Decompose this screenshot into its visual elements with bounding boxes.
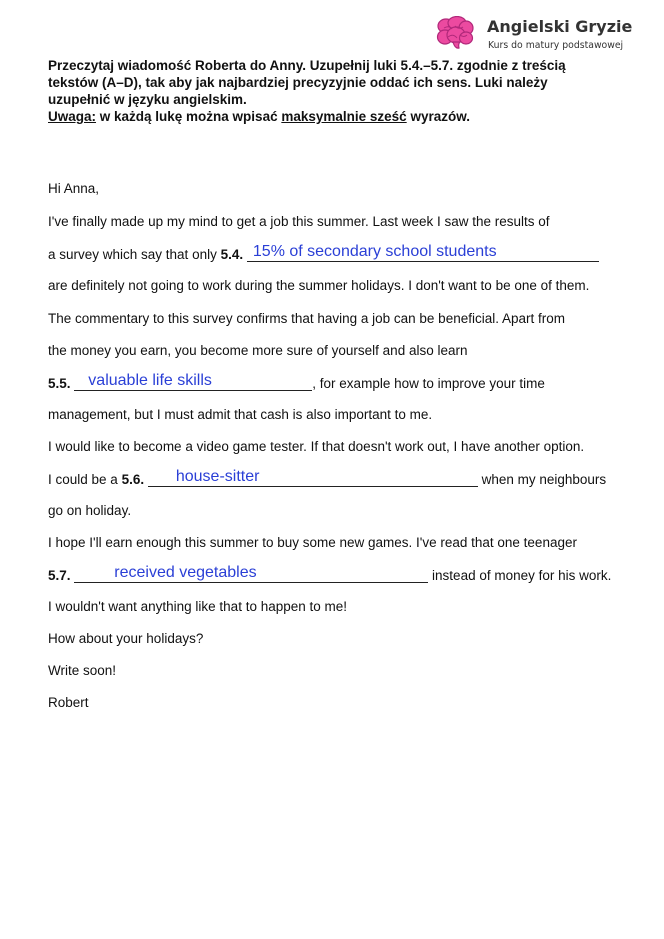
brand-logo bbox=[436, 16, 656, 52]
letter-text: , for example how to improve your time bbox=[312, 376, 545, 391]
letter-text: a survey which say that only bbox=[48, 247, 221, 262]
letter-signature: Robert bbox=[48, 695, 89, 710]
gap-5-7-field[interactable] bbox=[74, 564, 428, 583]
letter-line: are definitely not going to work during the summer holidays. I don't want to be one of them. bbox=[48, 278, 590, 293]
brand-subtitle: Kurs do matury podstawowej bbox=[488, 40, 624, 51]
note-text-end: wyrazów. bbox=[406, 109, 470, 124]
instruction-note bbox=[48, 108, 628, 125]
letter-line: Write soon! bbox=[48, 663, 117, 678]
gap-5-5-field[interactable] bbox=[74, 372, 312, 391]
brand-name: Angielski Gryzie bbox=[487, 17, 633, 36]
instruction-line: Przeczytaj wiadomość Roberta do Anny. Uzupełnij luki 5.4.–5.7. zgodnie z treścią bbox=[48, 58, 566, 73]
task-instructions bbox=[48, 57, 628, 125]
gap-5-6-field[interactable] bbox=[148, 468, 478, 487]
letter-text: instead of money for his work. bbox=[428, 568, 612, 583]
letter-text: when my neighbours bbox=[477, 472, 607, 487]
note-emphasis: maksymalnie sześć bbox=[281, 109, 407, 124]
letter-line: go on holiday. bbox=[48, 503, 132, 518]
note-label: Uwaga: bbox=[48, 109, 97, 124]
letter-line bbox=[48, 564, 612, 583]
letter-line bbox=[48, 372, 545, 391]
gap-5-4-answer: 15% of secondary school students bbox=[252, 243, 497, 260]
gap-5-7-label: 5.7. bbox=[48, 568, 71, 583]
letter-line: I hope I'll earn enough this summer to buy some new games. I've read that one teenager bbox=[48, 535, 577, 550]
letter-greeting: Hi Anna, bbox=[48, 181, 100, 196]
gap-5-4-field[interactable] bbox=[247, 243, 599, 262]
letter-line: The commentary to this survey confirms that having a job can be beneficial. Apart from bbox=[48, 311, 565, 326]
letter-line: How about your holidays? bbox=[48, 631, 204, 646]
letter-line: management, but I must admit that cash is also important to me. bbox=[48, 407, 433, 422]
gap-5-7-answer: received vegetables bbox=[114, 564, 257, 581]
letter-text: I could be a bbox=[48, 472, 122, 487]
instruction-line: uzupełnić w języku angielskim. bbox=[48, 92, 247, 107]
note-text: w każdą lukę można wpisać bbox=[96, 109, 282, 124]
instruction-line: tekstów (A–D), tak aby jak najbardziej precyzyjnie oddać ich sens. Luki należy bbox=[48, 75, 548, 90]
gap-5-5-answer: valuable life skills bbox=[88, 372, 212, 389]
gap-5-6-answer: house-sitter bbox=[175, 468, 260, 485]
gap-5-6-label: 5.6. bbox=[121, 472, 145, 487]
gap-5-4-label: 5.4. bbox=[220, 247, 244, 262]
letter-line bbox=[48, 468, 607, 487]
letter-line: the money you earn, you become more sure of yourself and also learn bbox=[48, 343, 468, 358]
letter-line: I've finally made up my mind to get a job this summer. Last week I saw the results of bbox=[48, 214, 550, 229]
letter-line: I wouldn't want anything like that to happen to me! bbox=[48, 599, 348, 614]
brain-icon bbox=[436, 16, 474, 50]
gap-5-5-label: 5.5. bbox=[48, 376, 71, 391]
letter-line: I would like to become a video game tester. If that doesn't work out, I have another option. bbox=[48, 439, 585, 454]
letter-line bbox=[48, 243, 599, 262]
